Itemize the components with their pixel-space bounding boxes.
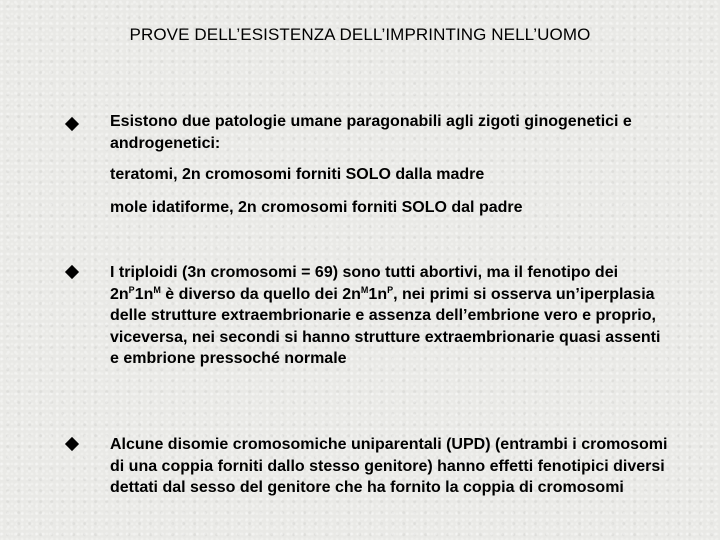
diamond-bullet-icon (65, 265, 79, 279)
bullet-2-sup-4: P (387, 284, 394, 295)
bullet-2-sup-3: M (360, 284, 369, 295)
bullet-1-text: Esistono due patologie umane paragonabili agli zigoti ginogenetici e androgenetici: (110, 113, 632, 152)
bullet-1-sub-2: mole idatiforme, 2n cromosomi forniti SOLO dal padre (110, 199, 523, 216)
bullet-2-sup-2: M (153, 284, 161, 295)
bullet-1-sub-1: teratomi, 2n cromosomi forniti SOLO dalla madre (110, 166, 485, 183)
bullet-2-part-2: 1n (134, 285, 154, 303)
diamond-bullet-icon (65, 437, 79, 451)
bullet-2-sup-1: P (128, 284, 135, 295)
slide-title: PROVE DELL’ESISTENZA DELL’IMPRINTING NELL’UOMO (129, 25, 591, 44)
bullet-2-part-3: è diverso da quello dei 2n (160, 285, 361, 303)
bullet-2-text (110, 262, 670, 370)
bullet-3-text: Alcune disomie cromosomiche uniparentali (UPD) (entrambi i cromosomi di una coppia forniti dallo stesso genitore) hanno effetti fenotipici diversi dettati dal sesso del genitore che ha fornito la coppia di cromosomi (110, 436, 668, 496)
bullet-2-part-5: , nei primi si osserva un’iperplasia delle strutture extraembrionarie e assenza dell’embrione vero e proprio, viceversa, nei secondi si hanno strutture extraembrionarie quasi assenti e embrione pressoché normale (110, 285, 661, 367)
diamond-bullet-icon (65, 117, 79, 131)
bullet-2-part-4: 1n (368, 285, 388, 303)
bullet-2-part-1: I triploidi (3n cromosomi = 69) sono tutti abortivi, ma il fenotipo dei 2n (110, 264, 619, 303)
